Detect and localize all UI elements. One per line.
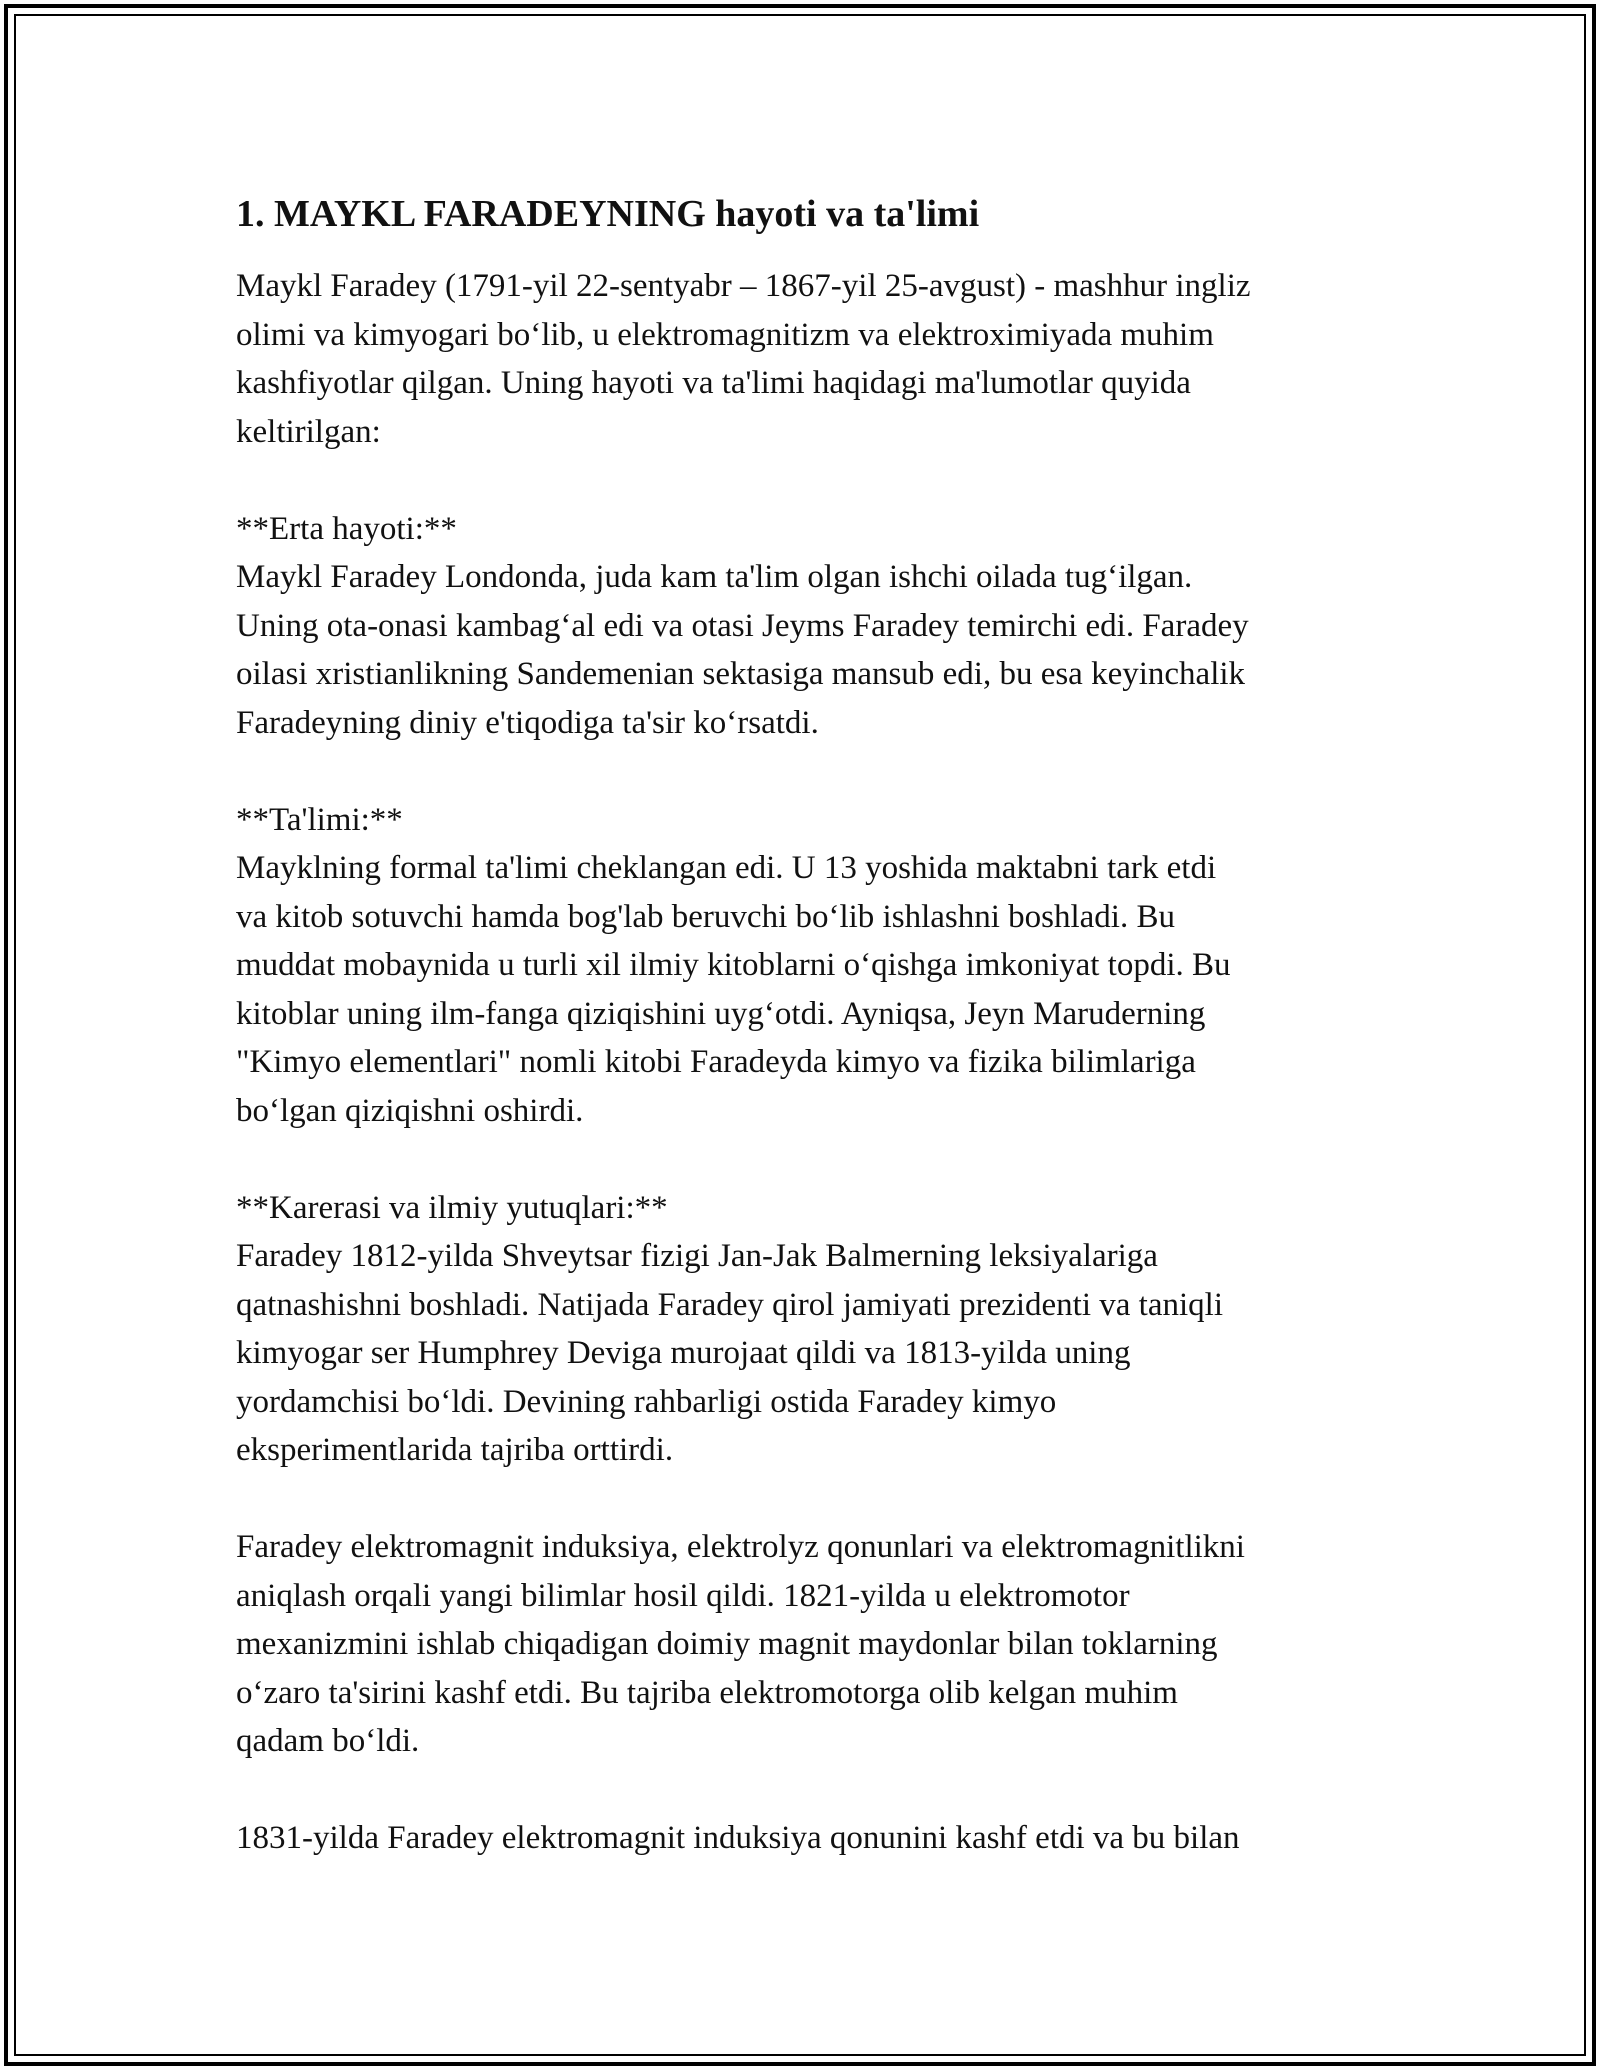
paragraph-induction: Faradey elektromagnit induksiya, elektrolyz qonunlari va elektromagnitlikni aniqlash orqali yangi bilimlar hosil qildi. 1821-yilda u elektromotor mexanizmini ishlab chiqadigan doimiy magnit maydonlar bilan toklarning o‘zaro ta'sirini kashf etdi. Bu tajriba elektromotorga olib kelgan muhim qadam bo‘ldi. (236, 1529, 1245, 1759)
section-early-life (236, 505, 1386, 748)
section-career (236, 1184, 1386, 1475)
section-title-career: **Karerasi va ilmiy yutuqlari:** (236, 1189, 668, 1226)
paragraph-1831: 1831-yilda Faradey elektromagnit induksiya qonunini kashf etdi va bu bilan (236, 1820, 1240, 1856)
document-heading: 1. MAYKL FARADEYNING hayoti va ta'limi (236, 193, 980, 235)
section-body-career: Faradey 1812-yilda Shveytsar fizigi Jan-Jak Balmerning leksiyalariga qatnashishni boshladi. Natijada Faradey qirol jamiyati prezidenti va taniqli kimyogar ser Humphrey Deviga murojaat qildi va 1813-yilda uning yordamchisi bo‘ldi. Devining rahbarligi ostida Faradey kimyo eksperimentlarida tajriba orttirdi. (236, 1238, 1223, 1468)
intro-paragraph: Maykl Faradey (1791-yil 22-sentyabr – 1867-yil 25-avgust) - mashhur ingliz olimi va kimyogari bo‘lib, u elektromagnitizm va elektroximiyada muhim kashfiyotlar qilgan. Uning hayoti va ta'limi haqidagi ma'lumotlar quyida keltirilgan: (236, 268, 1251, 450)
section-education (236, 796, 1386, 1136)
section-title-early-life: **Erta hayoti:** (236, 510, 457, 547)
section-body-early-life: Maykl Faradey Londonda, juda kam ta'lim olgan ishchi oilada tug‘ilgan. Uning ota-onasi kambag‘al edi va otasi Jeyms Faradey temirchi edi. Faradey oilasi xristianlikning Sandemenian sektasiga mansub edi, bu esa keyinchalik Faradeyning diniy e'tiqodiga ta'sir ko‘rsatdi. (236, 559, 1249, 741)
section-title-education: **Ta'limi:** (236, 801, 403, 838)
document-body (236, 186, 1386, 1911)
section-body-education: Mayklning formal ta'limi cheklangan edi. U 13 yoshida maktabni tark etdi va kitob sotuvchi hamda bog'lab beruvchi bo‘lib ishlashni boshladi. Bu muddat mobaynida u turli xil ilmiy kitoblarni o‘qishga imkoniyat topdi. Bu kitoblar uning ilm-fanga qiziqishini uyg‘otdi. Ayniqsa, Jeyn Maruderning "Kimyo elementlari" nomli kitobi Faradeyda kimyo va fizika bilimlariga bo‘lgan qiziqishni oshirdi. (236, 850, 1231, 1129)
